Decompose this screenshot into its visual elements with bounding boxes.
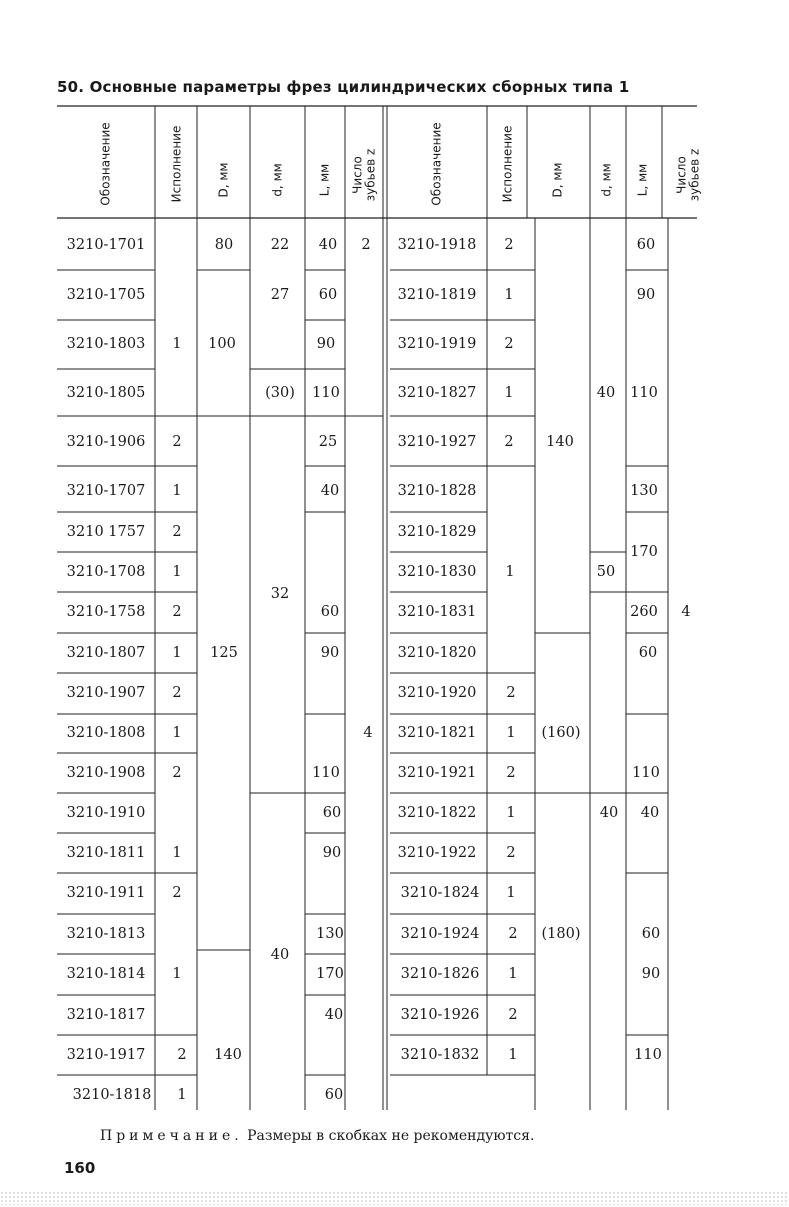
table-cell: 170 (316, 965, 344, 982)
table-cell: 60 (641, 925, 661, 942)
header-teeth: Число зубьев z (350, 148, 377, 202)
table-cell: 260 (630, 603, 658, 620)
note-label: Примечание. (100, 1128, 243, 1144)
table-cell: 3210-1705 (66, 286, 146, 303)
table-cell: 2 (504, 335, 514, 352)
table-cell: 27 (270, 286, 290, 303)
table-cell: 3210-1926 (400, 1006, 480, 1023)
table-cell: 3210-1921 (397, 764, 477, 781)
table-cell: 2 (504, 433, 514, 450)
table-cell: 40 (324, 1006, 344, 1023)
table-cell: 130 (316, 925, 344, 942)
table-cell: 3210-1821 (397, 724, 477, 741)
table-cell: 3210 1757 (66, 523, 146, 540)
table-cell: 3210-1829 (397, 523, 477, 540)
table-cell: 4 (363, 724, 373, 741)
table-cell: 125 (210, 644, 238, 661)
table-cell: 22 (270, 236, 290, 253)
table-cell: 3210-1701 (66, 236, 146, 253)
table-cell: 3210-1707 (66, 482, 146, 499)
table-cell: 3210-1805 (66, 384, 146, 401)
table-cell: 3210-1911 (66, 884, 146, 901)
table-cell: 110 (634, 1046, 662, 1063)
table-cell: 32 (270, 585, 290, 602)
table-cell: 80 (214, 236, 234, 253)
table-cell: 60 (320, 603, 340, 620)
table-cell: 130 (630, 482, 658, 499)
table-cell: 3210-1818 (72, 1086, 152, 1103)
table-cell: 2 (504, 236, 514, 253)
header-execution-right: Исполнение (500, 125, 515, 203)
table-cell: 4 (681, 603, 691, 620)
table-cell: 3210-1824 (400, 884, 480, 901)
table-cell: 60 (324, 1086, 344, 1103)
table-cell: 3210-1803 (66, 335, 146, 352)
table-cell: 3210-1908 (66, 764, 146, 781)
table-cell: 2 (172, 523, 182, 540)
table-cell: (160) (541, 724, 581, 741)
table-cell: 1 (172, 482, 182, 499)
table-cell: 1 (508, 965, 518, 982)
table-note (100, 1128, 534, 1144)
table-cell: 1 (172, 335, 182, 352)
table-cell: 1 (506, 884, 516, 901)
table-cell: 2 (172, 884, 182, 901)
header-D-right: D, мм (550, 162, 565, 198)
table-cell: 2 (508, 1006, 518, 1023)
table-cell: 3210-1827 (397, 384, 477, 401)
table-cell: 110 (312, 764, 340, 781)
table-cell: 90 (641, 965, 661, 982)
table-cell: 1 (504, 286, 514, 303)
table-cell: 1 (506, 724, 516, 741)
table-cell: 60 (322, 804, 342, 821)
table-cell: 2 (172, 603, 182, 620)
table-cell: 3210-1832 (400, 1046, 480, 1063)
table-cell: 1 (172, 724, 182, 741)
scan-edge (0, 1191, 789, 1205)
table-cell: 40 (596, 384, 616, 401)
table-cell: 2 (506, 764, 516, 781)
table-cell: 2 (172, 433, 182, 450)
table-cell: 1 (172, 965, 182, 982)
table-title: 50. Основные параметры фрез цилиндрических сборных типа 1 (57, 78, 630, 96)
table-cell: 1 (172, 644, 182, 661)
table-cell: 40 (320, 482, 340, 499)
table-cell: 3210-1828 (397, 482, 477, 499)
table-cell: 1 (504, 384, 514, 401)
table-cell: 3210-1820 (397, 644, 477, 661)
table-cell: 40 (318, 236, 338, 253)
header-teeth-right: Число зубьев z (674, 148, 701, 202)
table-cell: 110 (312, 384, 340, 401)
table-cell: 1 (177, 1086, 187, 1103)
table-cell: 3210-1822 (397, 804, 477, 821)
table-cell: 3210-1917 (66, 1046, 146, 1063)
header-designation-right: Обозначение (429, 122, 444, 206)
header-L-right: L, мм (635, 163, 650, 197)
table-cell: 50 (596, 563, 616, 580)
table-cell: (30) (265, 384, 295, 401)
table-cell: 1 (508, 1046, 518, 1063)
table-cell: 3210-1826 (400, 965, 480, 982)
header-execution: Исполнение (169, 125, 184, 203)
table-cell: 170 (630, 543, 658, 560)
table-cell: 1 (172, 563, 182, 580)
table-cell: 25 (318, 433, 338, 450)
table-cell: 40 (599, 804, 619, 821)
header-D: D, мм (216, 162, 231, 198)
table-cell: 3210-1817 (66, 1006, 146, 1023)
header-L: L, мм (317, 163, 332, 197)
table-cell: 2 (172, 764, 182, 781)
table-cell: 3210-1907 (66, 684, 146, 701)
table-cell: 1 (506, 804, 516, 821)
table-cell: 40 (270, 946, 290, 963)
table-cell: 3210-1830 (397, 563, 477, 580)
table-cell: 3210-1920 (397, 684, 477, 701)
table-cell: 3210-1924 (400, 925, 480, 942)
table-cell: 3210-1910 (66, 804, 146, 821)
table-cell: 3210-1927 (397, 433, 477, 450)
table-cell: 60 (638, 644, 658, 661)
table-cell: 2 (172, 684, 182, 701)
header-d-right: d, мм (599, 163, 614, 197)
table-cell: 2 (361, 236, 371, 253)
table-cell: 140 (546, 433, 574, 450)
table-cell: 90 (636, 286, 656, 303)
table-cell: 3210-1819 (397, 286, 477, 303)
table-cell: 3210-1906 (66, 433, 146, 450)
note-text: Размеры в скобках не рекомендуются. (242, 1128, 535, 1144)
table-cell: 3210-1918 (397, 236, 477, 253)
table-cell: 90 (316, 335, 336, 352)
table-cell: 90 (320, 644, 340, 661)
table-cell: 3210-1708 (66, 563, 146, 580)
table-cell: 1 (172, 844, 182, 861)
table-cell: 3210-1811 (66, 844, 146, 861)
table-cell: 1 (505, 563, 515, 580)
table-cell: 60 (318, 286, 338, 303)
page-number: 160 (64, 1159, 96, 1177)
table-cell: 60 (636, 236, 656, 253)
header-designation: Обозначение (98, 122, 113, 206)
table-cell: 2 (177, 1046, 187, 1063)
table-cell: 2 (508, 925, 518, 942)
table-cell: 90 (322, 844, 342, 861)
table-cell: 3210-1922 (397, 844, 477, 861)
table-cell: 3210-1813 (66, 925, 146, 942)
table-cell: 2 (506, 684, 516, 701)
table-cell: 3210-1919 (397, 335, 477, 352)
table-cell: 3210-1758 (66, 603, 146, 620)
table-cell: 100 (208, 335, 236, 352)
table-cell: (180) (541, 925, 581, 942)
table-cell: 3210-1831 (397, 603, 477, 620)
table-cell: 3210-1814 (66, 965, 146, 982)
table-cell: 2 (506, 844, 516, 861)
header-d: d, мм (270, 163, 285, 197)
table-cell: 3210-1808 (66, 724, 146, 741)
table-cell: 3210-1807 (66, 644, 146, 661)
table-cell: 40 (640, 804, 660, 821)
table-cell: 110 (632, 764, 660, 781)
table-cell: 140 (214, 1046, 242, 1063)
table-cell: 110 (630, 384, 658, 401)
